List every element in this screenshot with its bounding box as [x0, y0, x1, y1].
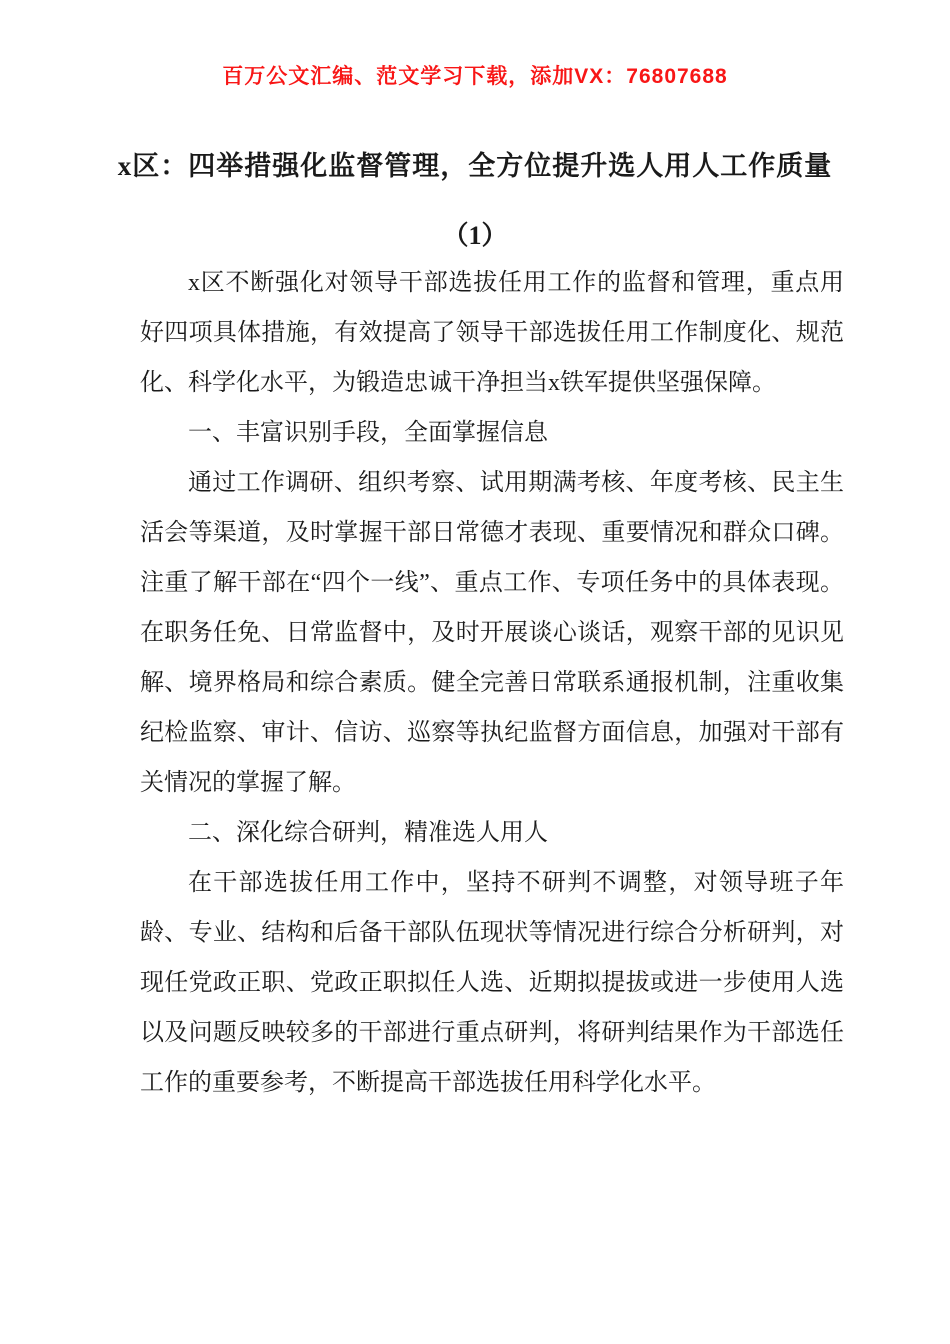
promo-banner: 百万公文汇编、范文学习下载，添加VX：76807688 — [222, 65, 728, 88]
section-heading: 二、深化综合研判，精准选人用人 — [188, 820, 548, 846]
section-heading: 一、丰富识别手段，全面掌握信息 — [188, 420, 548, 446]
document-subtitle: （1） — [442, 221, 508, 250]
document-body — [0, 258, 950, 1108]
body-paragraph: x区不断强化对领导干部选拔任用工作的监督和管理，重点用好四项具体措施，有效提高了领导干部选拔任用工作制度化、规范化、科学化水平，为锻造忠诚干净担当x铁军提供坚强保障。 — [140, 270, 844, 396]
document-title: x区：四举措强化监督管理，全方位提升选人用人工作质量 — [117, 151, 833, 181]
body-paragraph: 通过工作调研、组织考察、试用期满考核、年度考核、民主生活会等渠道，及时掌握干部日常德才表现、重要情况和群众口碑。注重了解干部在“四个一线”、重点工作、专项任务中的具体表现。在职务任免、日常监督中，及时开展谈心谈话，观察干部的见识见解、境界格局和综合素质。健全完善日常联系通报机制，注重收集纪检监察、审计、信访、巡察等执纪监督方面信息，加强对干部有关情况的掌握了解。 — [140, 470, 844, 796]
body-paragraph: 在干部选拔任用工作中，坚持不研判不调整，对领导班子年龄、专业、结构和后备干部队伍现状等情况进行综合分析研判，对现任党政正职、党政正职拟任人选、近期拟提拔或进一步使用人选以及问题反映较多的干部进行重点研判，将研判结果作为干部选任工作的重要参考，不断提高干部选拔任用科学化水平。 — [140, 870, 844, 1096]
